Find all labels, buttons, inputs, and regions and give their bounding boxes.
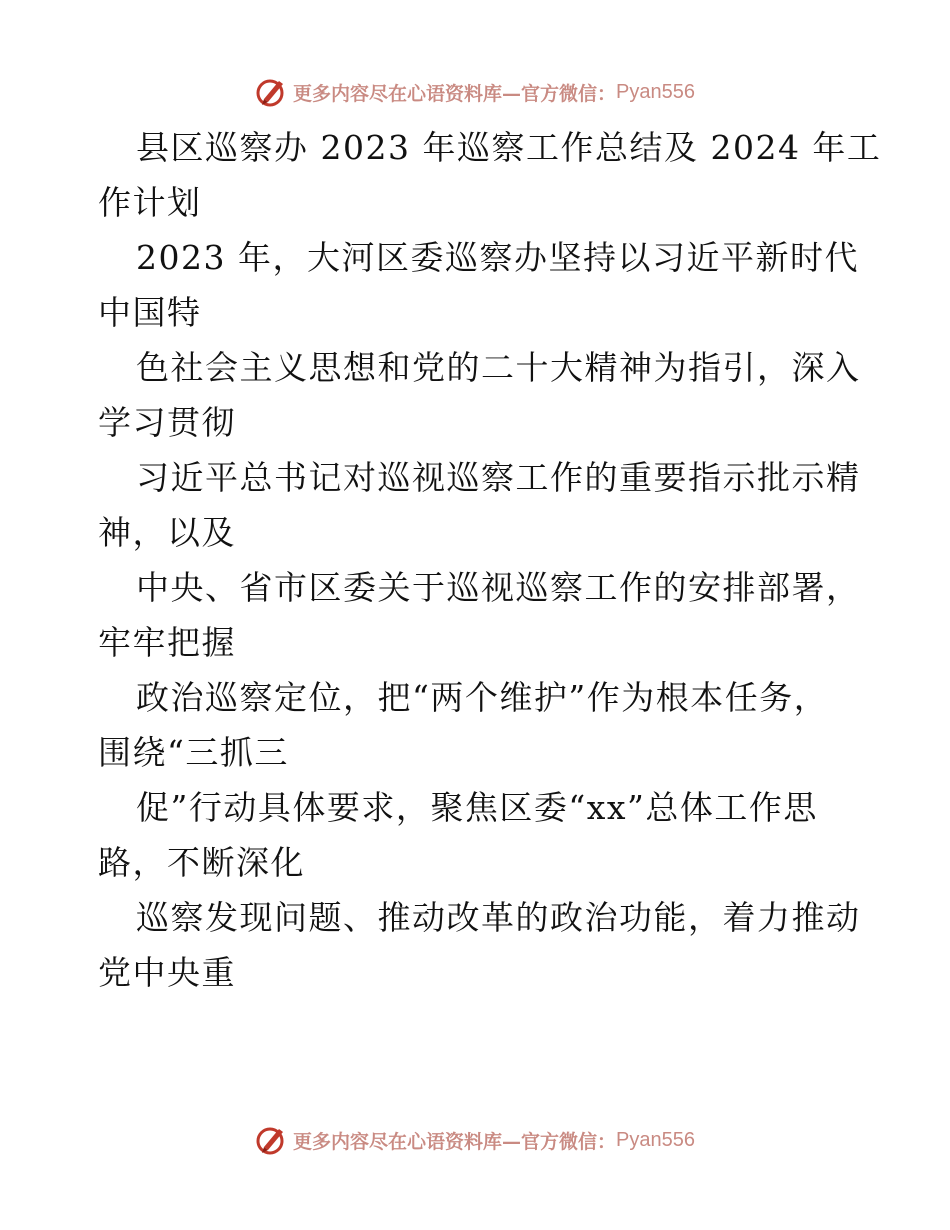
text-line: 中国特 [98,293,202,332]
text-line: 中央、省市区委关于巡视巡察工作的安排部署， [136,568,861,607]
watermark-banner-bottom [0,1120,950,1160]
watermark-text: 更多内容尽在心语资料库—官方微信： [293,82,617,105]
text-line: 县区巡察办 2023 年巡察工作总结及 2024 年工 [136,128,882,167]
text-line: 巡察发现问题、推动改革的政治功能，着力推动 [136,898,861,937]
pen-circle-logo-icon [255,75,289,109]
text-line: 习近平总书记对巡视巡察工作的重要指示批示精 [136,458,861,497]
text-line: 色社会主义思想和党的二十大精神为指引，深入 [136,348,861,387]
watermark-text: 更多内容尽在心语资料库—官方微信： [293,1130,617,1153]
watermark-banner-top [0,72,950,112]
watermark-id: Pyan556 [616,80,695,103]
text-line: 路，不断深化 [98,843,305,882]
text-line: 政治巡察定位，把“两个维护”作为根本任务， [136,678,829,717]
document-body [98,120,882,1000]
text-line: 学习贯彻 [98,403,236,442]
text-line: 作计划 [98,183,202,222]
watermark-id: Pyan556 [616,1128,695,1151]
pen-circle-logo-icon [255,1123,289,1157]
text-line: 牢牢把握 [98,623,236,662]
text-line: 2023 年，大河区委巡察办坚持以习近平新时代 [136,238,859,277]
text-line: 党中央重 [98,953,236,992]
text-line: 促”行动具体要求，聚焦区委“xx”总体工作思 [136,788,818,827]
text-line: 神，以及 [98,513,236,552]
text-line: 围绕“三抓三 [98,733,289,772]
